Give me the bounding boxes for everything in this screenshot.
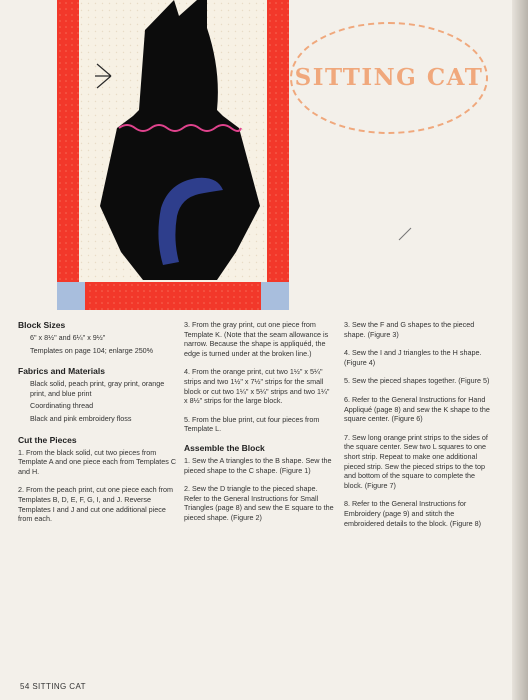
fabric-item: Black and pink embroidery floss — [30, 413, 132, 423]
fabric-item: Coordinating thread — [30, 401, 94, 411]
blue-corner-square — [57, 282, 85, 310]
assemble-step: 7. Sew long orange print strips to the sides of the square center. Sew two L squares to one short strip. Repeat to make one additional pieced strip. Sew the pieced strips to the top and bottom of the square to complete the block. (Figure 7) — [344, 432, 488, 490]
assemble-step: 2. Sew the D triangle to the pieced shape. Refer to the General Instructions for Small Triangles (page 8) and sew the E square to the pieced shape. (Figure 2) — [184, 484, 334, 522]
fabrics-list — [18, 379, 178, 423]
assemble-heading: Assemble the Block — [184, 442, 265, 453]
assemble-step: 8. Refer to the General Instructions for Embroidery (page 9) and stitch the embroidered details to the block. (Figure 8) — [344, 499, 482, 528]
assemble-step: 6. Refer to the General Instructions for Hand Appliqué (page 8) and sew the K shape to the square center. (Figure 6) — [344, 394, 490, 424]
cut-pieces-heading: Cut the Pieces — [18, 434, 77, 445]
cut-step: 3. From the gray print, cut one piece from Template K. (Note that the seam allowance is narrow. Because the shape is appliquéd, the edge is turned under at the broken line.) — [184, 320, 329, 358]
assemble-step: 4. Sew the I and J triangles to the H shape. (Figure 4) — [344, 348, 482, 367]
column-3 — [344, 320, 492, 537]
continuation-mark — [391, 224, 419, 244]
block-sizes-value: 6" x 8½" and 6¼" x 9½" — [30, 333, 106, 342]
assemble-step: 1. Sew the A triangles to the B shape. Sew the pieced shape to the C shape. (Figure 1) — [184, 455, 332, 475]
column-1 — [18, 320, 178, 533]
page-title: SITTING CAT — [294, 64, 484, 91]
fabric-item: Black solid, peach print, gray print, orange print, and blue print — [30, 379, 165, 398]
cut-step: 5. From the blue print, cut four pieces from Template L. — [184, 414, 320, 434]
page-footer: 54 SITTING CAT — [20, 682, 86, 691]
templates-note: Templates on page 104; enlarge 250% — [30, 345, 154, 355]
assemble-step: 3. Sew the F and G shapes to the pieced shape. (Figure 3) — [344, 320, 475, 339]
assemble-step: 5. Sew the pieced shapes together. (Figure 5) — [344, 376, 490, 386]
cut-step: 4. From the orange print, cut two 1½" x 5¼" strips and two 1½" x 7½" strips for the small block or cut two 1¼" x 5¼" strips and two 1¼" x 8½" strips for the large block. — [184, 367, 330, 406]
cut-step: 2. From the peach print, cut one piece each from Templates B, D, E, F, G, I, and J. Reverse Templates I and J and cut one additional piece from each. — [18, 485, 174, 524]
block-sizes-heading: Block Sizes — [18, 320, 66, 330]
book-spine-gutter — [512, 0, 528, 700]
sitting-cat-quilt-block — [57, 0, 289, 310]
blue-corner-square — [261, 282, 289, 310]
cut-step: 1. From the black solid, cut two pieces from Template A and one piece each from Templates C and H. — [18, 447, 177, 476]
column-2 — [184, 320, 334, 532]
block-sizes-details — [18, 333, 178, 355]
fabrics-heading: Fabrics and Materials — [18, 366, 105, 377]
